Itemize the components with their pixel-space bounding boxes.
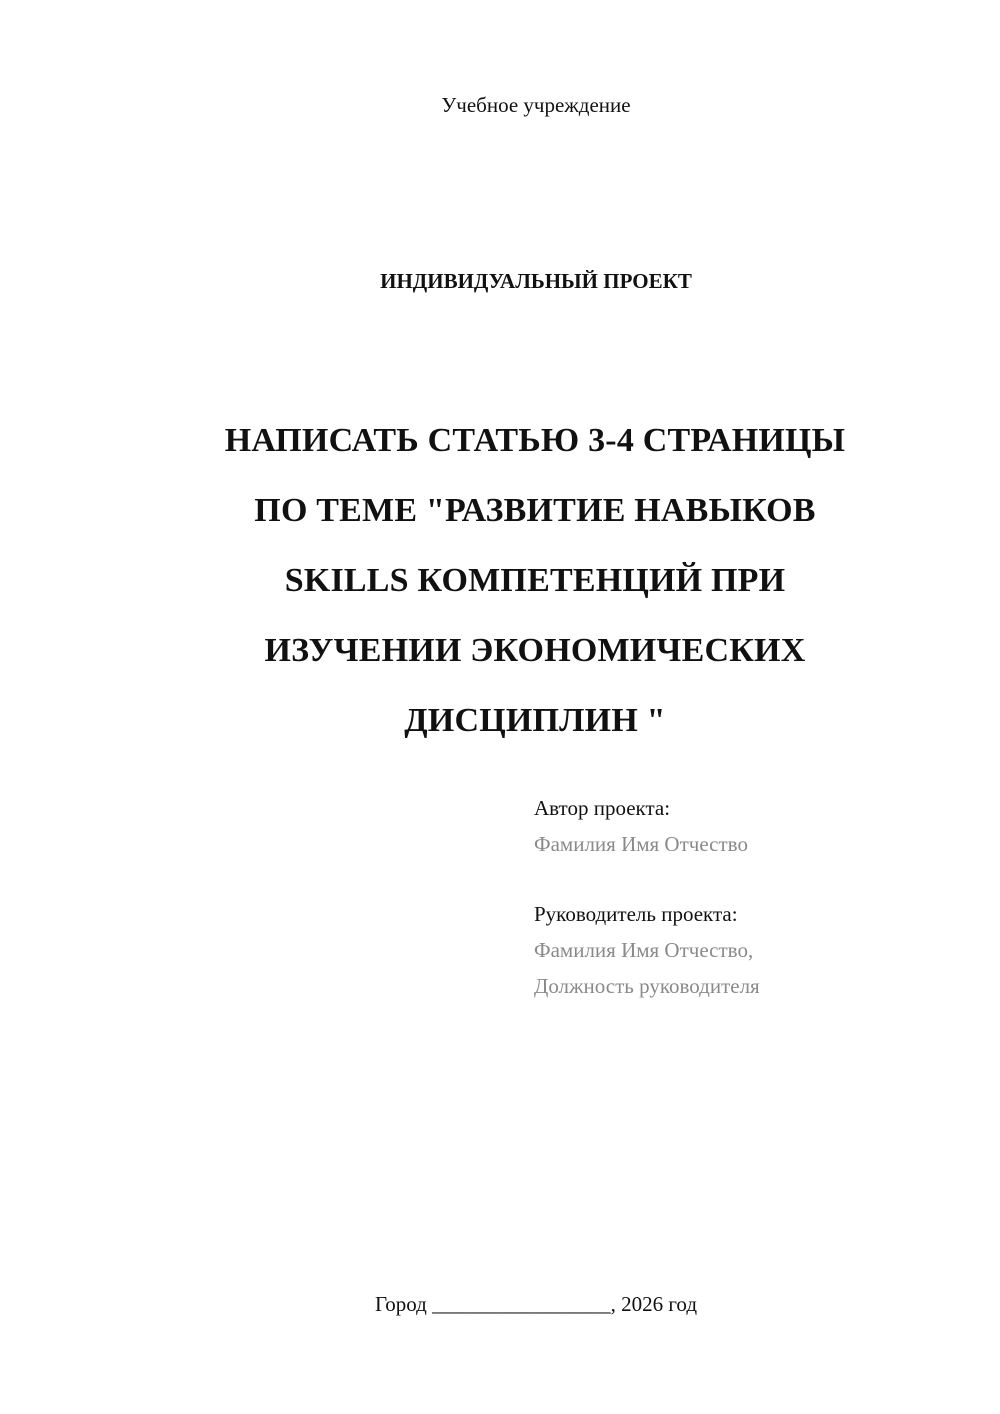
project-title-line: SKILLS КОМПЕТЕНЦИЙ ПРИ [284,562,786,599]
author-name: Фамилия Имя Отчество [534,832,748,856]
supervisor-position: Должность руководителя [534,974,760,998]
project-title-line: ДИСЦИПЛИН " [404,702,666,739]
author-label: Автор проекта: [534,796,671,820]
spacer [534,862,974,896]
project-title-line: ИЗУЧЕНИИ ЭКОНОМИЧЕСКИХ [264,632,806,669]
supervisor-name: Фамилия Имя Отчество, [534,938,754,962]
authors-block [534,790,974,1004]
supervisor-label: Руководитель проекта: [534,902,738,926]
project-title-line: ПО ТЕМЕ "РАЗВИТИЕ НАВЫКОВ [254,492,816,529]
project-type-heading: ИНДИВИДУАЛЬНЫЙ ПРОЕКТ [380,269,692,293]
project-title [140,388,930,773]
city-year-line: Город _________________, 2026 год [374,1292,698,1316]
project-title-line: НАПИСАТЬ СТАТЬЮ 3-4 СТРАНИЦЫ [224,422,846,459]
institution-name: Учебное учреждение [441,93,631,117]
